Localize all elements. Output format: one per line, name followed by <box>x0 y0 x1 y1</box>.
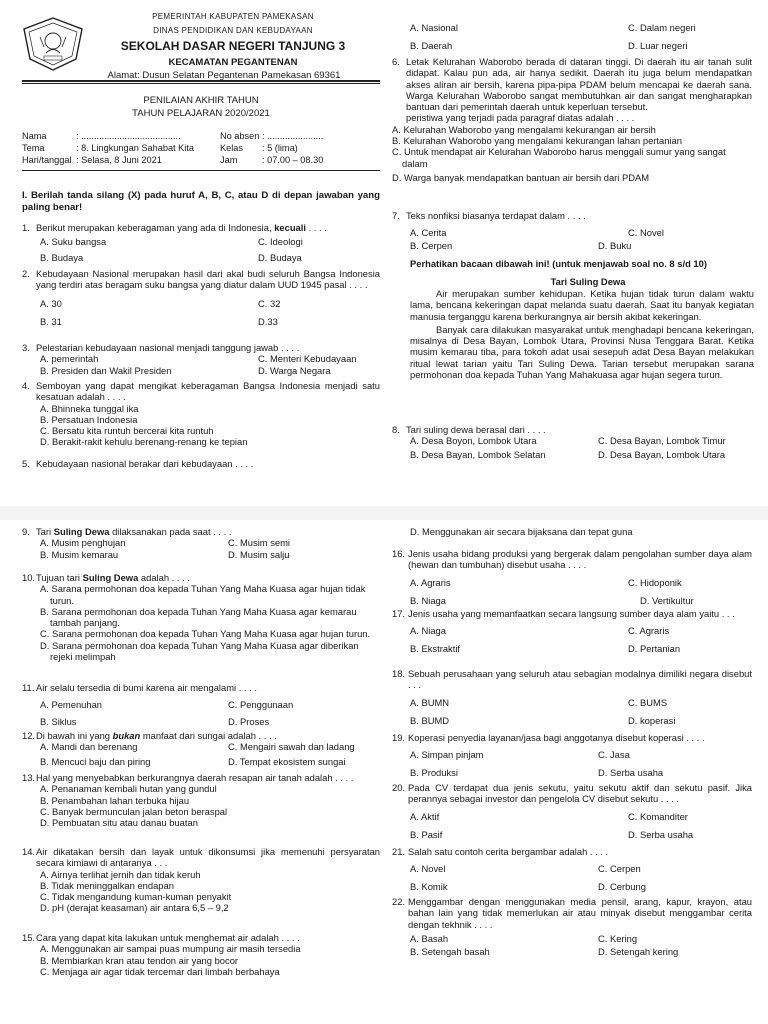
option-b[interactable]: B. Penambahan lahan terbuka hijau <box>40 794 190 806</box>
option-b[interactable]: B. Kelurahan Waborobo yang mengalami kekurangan lahan pertanian <box>392 134 682 146</box>
noabsen-label: No absen <box>220 131 260 141</box>
option-c[interactable]: C. Novel <box>628 227 664 239</box>
option-d[interactable]: D.33 <box>258 315 278 327</box>
option-c[interactable]: C. Untuk mendapat air Kelurahan Waborobo harus menggali sumur yang sangat dalam <box>392 146 726 169</box>
q-text: Tari suling dewa berasal dari . . . . <box>406 424 546 435</box>
option-b[interactable]: B. Persatuan Indonesia <box>40 413 138 425</box>
q-emphasis: kecuali <box>274 222 306 233</box>
option-a[interactable]: A. Niaga <box>410 625 446 637</box>
question-8 <box>392 424 752 461</box>
option-b[interactable]: B. BUMD <box>410 714 450 726</box>
option-d[interactable]: D. Pembuatan situ atau danau buatan <box>40 817 198 829</box>
option-c[interactable]: C. Mengairi sawah dan ladang <box>228 741 355 753</box>
question-12 <box>22 730 380 768</box>
q-text-end: . . . . <box>305 222 327 233</box>
q-text: Di bawah ini yang <box>36 730 113 741</box>
q-number: 4. <box>22 380 30 391</box>
option-a[interactable]: A. Sarana permohonan doa kepada Tuhan Yang Maha Kuasa agar hujan tidak turun. <box>40 583 397 606</box>
option-c[interactable]: C. Penggunaan <box>228 699 294 711</box>
q-number: 3. <box>22 342 30 353</box>
question-21 <box>392 846 752 893</box>
option-c[interactable]: C. Sarana permohonan doa kepada Tuhan Yang Maha Kuasa agar hujan turun. <box>40 628 371 640</box>
q-text: Tujuan tari <box>36 572 83 583</box>
option-b[interactable]: B. Ekstraktif <box>410 643 461 655</box>
exam-title-block <box>22 95 380 122</box>
option-a[interactable]: A. Musim penghujan <box>40 537 126 549</box>
question-4 <box>22 380 380 448</box>
option-a[interactable]: A. Simpan pinjam <box>410 749 484 761</box>
option-c[interactable]: C. Kering <box>598 932 638 944</box>
question-14 <box>22 846 380 914</box>
option-a[interactable]: A. Aktif <box>410 810 440 822</box>
option-a[interactable]: A. Mandi dan berenang <box>40 741 138 753</box>
option-b[interactable]: B. Presiden dan Wakil Presiden <box>40 365 172 377</box>
question-20 <box>392 782 752 841</box>
option-c[interactable]: C. Hidoponik <box>628 576 682 588</box>
q-number: 9. <box>22 526 30 537</box>
school-name: SEKOLAH DASAR NEGERI TANJUNG 3 <box>120 39 346 54</box>
option-c[interactable]: C. Ideologi <box>258 236 303 248</box>
option-b[interactable]: B. Komik <box>410 881 448 893</box>
q-number: 18. <box>392 668 406 679</box>
gov-line: PEMERINTAH KABUPATEN PAMEKASAN <box>152 12 314 21</box>
q-number: 1. <box>22 222 30 233</box>
option-d[interactable]: D. Tempat ekosistem sungai <box>228 756 346 768</box>
option-d[interactable]: D. Warga Negara <box>258 365 331 377</box>
option-d[interactable]: D. pH (derajat keasaman) air antara 6,5 – 9,2 <box>40 902 229 914</box>
q-text: Berikut merupakan keberagaman yang ada di Indonesia, <box>36 222 275 233</box>
hari-label: Hari/tanggal <box>22 155 72 165</box>
option-c[interactable]: C. Tidak mengandung kuman-kuman penyakit <box>40 891 232 903</box>
q-number: 13. <box>22 772 36 783</box>
q-prompt: peristiwa yang terjadi pada paragraf diatas adalah . . . . <box>406 112 635 124</box>
question-11 <box>22 682 380 728</box>
option-b[interactable]: B. Cerpen <box>410 240 453 252</box>
jam-value: : 07.00 – 08.30 <box>262 155 324 165</box>
q-emphasis: bukan <box>112 730 141 741</box>
option-a[interactable]: A. Cerita <box>410 227 447 239</box>
option-d[interactable]: D. Vertikultur <box>640 594 694 606</box>
hari-value: : Selasa, 8 Juni 2021 <box>76 155 162 165</box>
q-text-end: dilaksanakan pada saat . . . . <box>109 526 232 537</box>
q-number: 12. <box>22 730 36 741</box>
option-b[interactable]: B. Tidak meninggalkan endapan <box>40 879 174 891</box>
q-text-end: adalah . . . . <box>138 572 190 583</box>
option-d[interactable]: D. Berakit-rakit kehulu berenang-renang ke tepian <box>40 436 248 448</box>
option-b[interactable]: B. Setengah basah <box>410 945 490 957</box>
question-10 <box>22 572 397 662</box>
instruction: I. Berilah tanda silang (X) pada huruf A, B, C, atau D di depan jawaban yang paling benar! <box>22 190 380 213</box>
question-5-options <box>410 22 752 52</box>
q-number: 5. <box>22 458 30 469</box>
q-number: 20. <box>392 782 406 793</box>
question-1 <box>22 222 380 264</box>
q-text: Air dikatakan bersih dan layak untuk dikonsumsi jika memenuhi persyaratan secara kimiawi di antaranya . . . <box>36 846 380 869</box>
option-a[interactable]: A. Kelurahan Waborobo yang mengalami kekurangan air bersih <box>392 123 656 135</box>
page-separator <box>0 506 768 520</box>
q-text: Jenis usaha yang memanfaatkan secara langsung sumber daya alam yaitu . . . <box>408 608 735 619</box>
option-d[interactable]: D. Proses <box>228 716 270 728</box>
option-c[interactable]: C. Menteri Kebudayaan <box>258 353 357 365</box>
option-c[interactable]: C. BUMS <box>628 696 668 708</box>
q-emphasis: Suling Dewa <box>53 526 110 537</box>
q-text: Koperasi penyedia layanan/jasa bagi anggotanya disebut koperasi . . . . <box>408 732 705 743</box>
q-text: Cara yang dapat kita lakukan untuk menghemat air adalah . . . . <box>36 932 300 943</box>
q-number: 15. <box>22 932 36 943</box>
q-number: 17. <box>392 608 406 619</box>
q-text: Salah satu contoh cerita bergambar adalah . . . . <box>408 846 609 857</box>
info-rule <box>22 170 380 171</box>
q-number: 21. <box>392 846 406 857</box>
question-9 <box>22 526 380 561</box>
option-b[interactable]: B. Desa Bayan, Lombok Selatan <box>410 449 546 461</box>
q-number: 16. <box>392 548 406 559</box>
option-d[interactable]: D. Warga banyak mendapatkan bantuan air bersih dari PDAM <box>392 171 650 183</box>
option-a[interactable]: A. Desa Boyon, Lombok Utara <box>410 435 537 447</box>
q-text: Air selalu tersedia di bumi karena air mengalami . . . . <box>36 682 257 693</box>
address-line: Alamat: Dusun Selatan Pegantenan Pamekasan 69361 <box>107 69 341 81</box>
p1-right-column <box>392 22 754 461</box>
question-7 <box>392 210 752 252</box>
option-b[interactable]: B. Siklus <box>40 716 77 728</box>
option-d[interactable]: D. Desa Bayan, Lombok Utara <box>598 449 726 461</box>
letterhead <box>92 0 374 81</box>
exam-title: PENILAIAN AKHIR TAHUN <box>143 95 259 106</box>
option-c[interactable]: C. Bersatu kita runtuh bercerai kita runtuh <box>40 425 214 437</box>
option-d[interactable]: D. Pertanian <box>628 643 681 655</box>
question-22 <box>392 896 752 958</box>
option-a[interactable]: A. Basah <box>410 932 449 944</box>
option-b[interactable]: B. Pasif <box>410 828 443 840</box>
question-5 <box>22 458 380 469</box>
option-d[interactable]: D. Serba usaha <box>598 767 664 779</box>
q-number: 11. <box>22 682 35 693</box>
q-text: Teks nonfiksi biasanya terdapat dalam . . . . <box>406 210 586 221</box>
q-text: Hal yang menyebabkan berkurangnya daerah resapan air tanah adalah . . . . <box>36 772 354 783</box>
option-c[interactable]: C. Dalam negeri <box>628 22 696 33</box>
option-c[interactable]: C. Menjaga air agar tidak tercemar dari limbah berbahaya <box>40 965 280 977</box>
kelas-value: : 5 (lima) <box>262 143 298 153</box>
option-d[interactable]: D. Setengah kering <box>598 945 679 957</box>
q-text: Kebudayaan nasional berakar dari kebudayaan . . . . <box>36 458 254 469</box>
option-b[interactable]: B. 31 <box>40 315 62 327</box>
q-number: 2. <box>22 268 30 279</box>
nama-label: Nama <box>22 131 47 141</box>
option-d[interactable]: D. Cerbung <box>598 881 646 893</box>
noabsen-field[interactable]: : ...................... <box>262 131 324 141</box>
option-c[interactable]: C. Jasa <box>598 749 630 761</box>
option-d[interactable]: D. Buku <box>598 240 632 252</box>
option-a[interactable]: A. Menggunakan air sampai puas mumpung air masih tersedia <box>40 943 301 955</box>
q-emphasis: Suling Dewa <box>82 572 139 583</box>
q-text: Jenis usaha bidang produksi yang bergerak dalam pengolahan sumber daya alam (hewan dan tumbuhan) disebut usaha . . . . <box>408 548 752 571</box>
q-number: 19. <box>392 732 406 743</box>
tema-label: Tema <box>22 143 45 153</box>
story-text <box>410 288 754 380</box>
student-info <box>22 131 380 167</box>
q-number: 6. <box>392 56 400 67</box>
option-d[interactable]: D. Serba usaha <box>628 828 694 840</box>
q-text: Semboyan yang dapat mengikat keberagaman Bangsa Indonesia menjadi satu kesatuan adalah . . . . <box>36 380 380 403</box>
nama-field[interactable]: : ....................................... <box>76 131 181 141</box>
q-number: 22. <box>392 896 406 907</box>
q-text: Menggambar dengan menggunakan media pensil, arang, kapur, krayon, atau bahan lain yang tidak memerlukan air atau minyak disebut menggambar cerita dengan tekhnik . . . . <box>408 896 752 930</box>
exam-page-2 <box>0 520 768 1024</box>
story-paragraph-1: Air merupakan sumber kehidupan. Ketika hujan tidak turun dalam waktu lama, bencana kekeringan dapat melanda suatu daerah. Saat itu banyak kegiatan manusia terganggu karena berkurangnya air bersih akibat kekeringan. <box>410 288 754 322</box>
story-paragraph-2: Banyak cara dilakukan masyarakat untuk menghadapi bencana kekeringan, misalnya di Desa Bayan, Lombok Utara, Provinsi Nusa Tenggara Barat. Ketika musim kemarau tiba, para tokoh adat usai sesepuh adat Desa Bayan melakukan ritual lewat tarian yaitu Tari Suling Dewa. Tarian tersebut merupakan sarana permohonan doa kepada Tuhan Yang Mahakuasa agar hujan segera turun. <box>410 323 754 380</box>
q-text: Kebudayaan Nasional merupakan hasil dari akal budi seluruh Bangsa Indonesia yang terdiri atas beragam suku bangsa yang diatur dalam UUD 1945 pasal . . . . <box>36 268 380 291</box>
option-c[interactable]: C. Agraris <box>628 625 670 637</box>
q-number: 7. <box>392 210 400 221</box>
option-b[interactable]: B. Mencuci baju dan piring <box>40 756 151 768</box>
option-a[interactable]: A. BUMN <box>410 696 450 708</box>
option-b[interactable]: B. Sarana permohonan doa kepada Tuhan Yang Maha Kuasa agar kemarau tambah panjang. <box>40 605 357 629</box>
option-a[interactable]: A. Agraris <box>410 576 451 588</box>
option-d[interactable]: D. Sarana permohonan doa kepada Tuhan Yang Maha Kuasa agar diberikan rejeki melimpah <box>40 639 359 662</box>
option-c[interactable]: C. Musim semi <box>228 537 290 549</box>
question-15-option-d[interactable]: D. Menggunakan air secara bijaksana dan tepat guna <box>410 526 633 537</box>
q-number: 14. <box>22 846 36 857</box>
q-text: Pada CV terdapat dua jenis sekutu, yaitu sekutu aktif dan sekutu pasif. Jika perannya sebagai investor dan pengelola CV disebut sekutu . . . . <box>408 782 752 805</box>
story-title: Tari Suling Dewa <box>550 276 626 287</box>
q-text: Pelestarian kebudayaan nasional menjadi tanggung jawab . . . . <box>36 342 300 353</box>
option-a[interactable]: A. Bhinneka tunggal ika <box>40 402 139 414</box>
option-a[interactable]: A. pemerintah <box>40 353 99 365</box>
option-b[interactable]: B. Membiarkan kran atau tendon air yang bocor <box>40 954 239 966</box>
option-a[interactable]: A. Novel <box>410 863 446 875</box>
kelas-label: Kelas <box>220 143 243 153</box>
dept-line: DINAS PENDIDIKAN DAN KEBUDAYAAN <box>153 25 313 35</box>
option-a[interactable]: A. Nasional <box>410 22 458 33</box>
question-16 <box>392 548 752 607</box>
letterhead-rule <box>22 80 380 84</box>
question-18 <box>392 668 752 727</box>
option-a[interactable]: A. 30 <box>40 297 62 309</box>
q-number: 10. <box>22 572 36 583</box>
option-a[interactable]: A. Penanaman kembali hutan yang gundul <box>40 783 217 795</box>
option-b[interactable]: B. Daerah <box>410 40 453 51</box>
option-d[interactable]: D. Luar negeri <box>628 40 688 51</box>
reading-note: Perhatikan bacaan dibawah ini! (untuk menjawab soal no. 8 s/d 10) <box>410 258 707 269</box>
q-text: Letak Kelurahan Waborobo berada di dataran tinggi. Di daerah itu air tanah sulit didapat. Kalau pun ada, air hanya sedikit. Daerah itu juga belum mendapatkan akses aliran air bersih, karena pipa-pipa PDAM belum mencapai ke daerah sana. Warga Kelurahan Waborobo sangat membutuhkan air dan sangat mengharapkan bantuan dari pemerintah daerah untuk keperluan tersebut. <box>406 56 752 113</box>
tema-value: : 8. Lingkungan Sahabat Kita <box>76 143 194 153</box>
question-15 <box>22 932 380 977</box>
question-6 <box>392 56 752 183</box>
option-c[interactable]: C. Banyak bermunculan jalan beton beraspal <box>40 805 228 817</box>
q-text: Sebuah perusahaan yang seluruh atau sebagian modalnya dimiliki negara disebut . . . <box>408 668 752 691</box>
exam-year: TAHUN PELAJARAN 2020/2021 <box>132 108 270 120</box>
option-d[interactable]: D. koperasi <box>628 714 676 726</box>
question-2 <box>22 268 380 328</box>
exam-page-1 <box>0 0 768 506</box>
question-17 <box>392 608 752 655</box>
jam-label: Jam <box>220 155 238 165</box>
option-b[interactable]: B. Musim kemarau <box>40 549 119 561</box>
option-b[interactable]: B. Niaga <box>410 594 446 606</box>
option-a[interactable]: A. Airnya terlihat jernih dan tidak keruh <box>40 868 201 880</box>
district-line: KECAMATAN PEGANTENAN <box>168 56 298 68</box>
option-a[interactable]: A. Suku bangsa <box>40 236 107 248</box>
option-c[interactable]: C. Komanditer <box>628 810 688 822</box>
option-d[interactable]: D. Musim salju <box>228 549 290 561</box>
option-b[interactable]: B. Produksi <box>410 767 458 779</box>
option-c[interactable]: C. Cerpen <box>598 863 641 875</box>
question-3 <box>22 342 380 377</box>
option-c[interactable]: C. Desa Bayan, Lombok Timur <box>598 435 726 447</box>
q-number: 8. <box>392 424 400 435</box>
q-text: Tari <box>36 526 54 537</box>
q-text-end: manfaat dari sungai adalah . . . . <box>140 730 277 741</box>
option-d[interactable]: D. Budaya <box>258 252 302 264</box>
question-13 <box>22 772 380 828</box>
option-b[interactable]: B. Budaya <box>40 252 84 264</box>
option-c[interactable]: C. 32 <box>258 297 281 309</box>
question-19 <box>392 732 752 779</box>
option-a[interactable]: A. Pemenuhan <box>40 699 103 711</box>
